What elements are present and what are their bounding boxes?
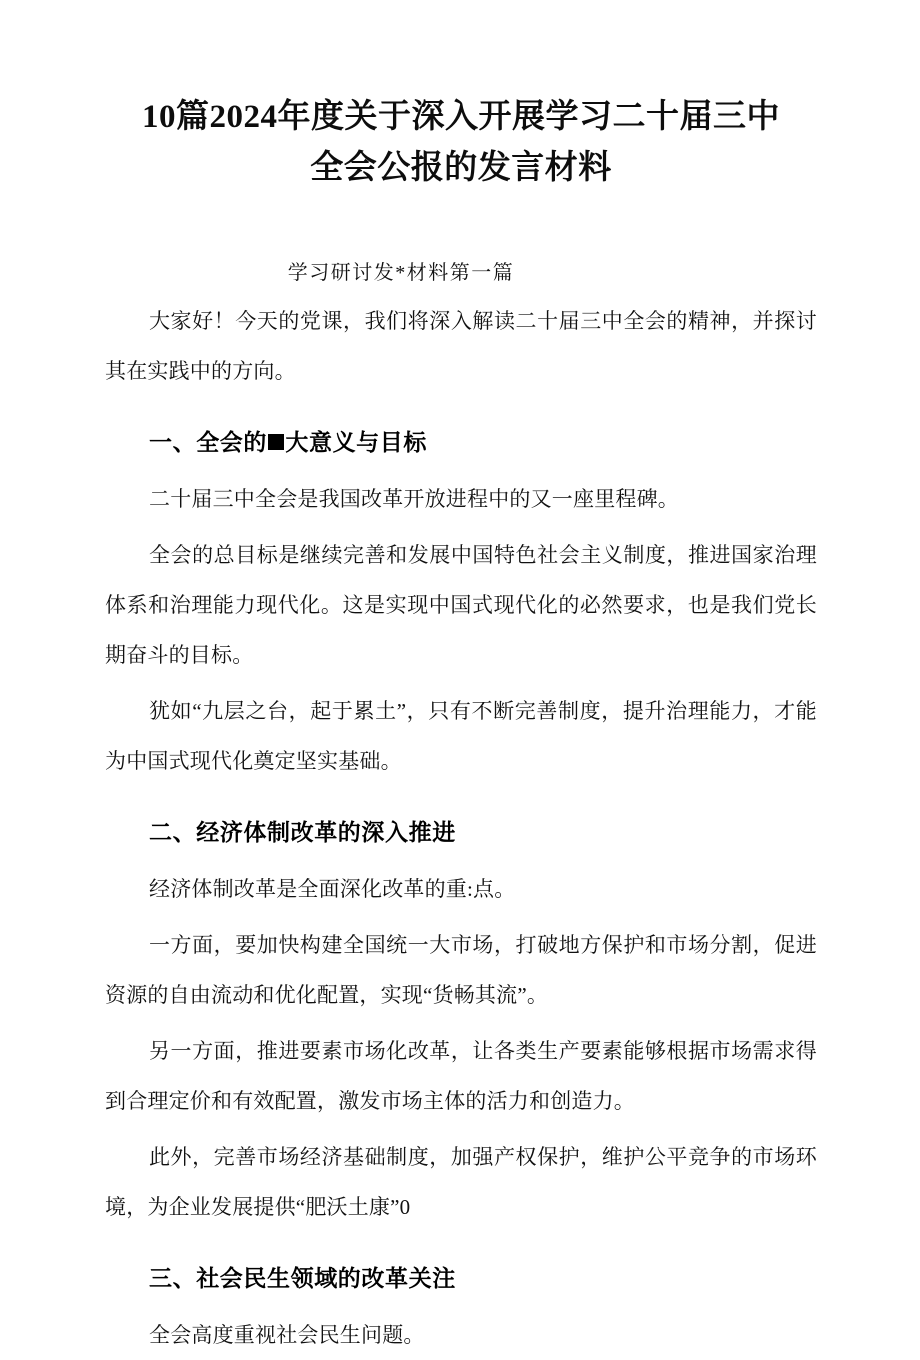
section-1-paragraph-2: 全会的总目标是继续完善和发展中国特色社会主义制度，推进国家治理体系和治理能力现代化。这是实现中国式现代化的必然要求，也是我们党长期奋斗的目标。 (105, 543, 817, 667)
opening-paragraph: 大家好！今天的党课，我们将深入解读二十届三中全会的精神，并探讨其在实践中的方向。 (105, 309, 817, 383)
section-1-paragraph-3: 犹如“九层之台，起于累土”，只有不断完善制度，提升治理能力，才能为中国式现代化奠定坚实基础。 (105, 699, 817, 773)
page-title: 10篇2024年度关于深入开展学习二十届三中全会公报的发言材料 (142, 99, 780, 186)
section-1-paragraph-1: 二十届三中全会是我国改革开放进程中的又一座里程碑。 (149, 487, 679, 511)
section-heading-1-text-before: 全会的 (196, 429, 268, 455)
section-2-paragraph-3: 另一方面，推进要素市场化改革，让各类生产要素能够根据市场需求得到合理定价和有效配置，激发市场主体的活力和创造力。 (105, 1039, 817, 1113)
section-2-paragraph-4: 此外，完善市场经济基础制度，加强产权保护，维护公平竞争的市场环境，为企业发展提供“肥沃土康”0 (105, 1145, 817, 1219)
section-heading-1-number: 一、 (149, 429, 197, 455)
document-body (105, 0, 817, 1360)
section-heading-3: 三、社会民生领域的改革关注 (149, 1265, 456, 1291)
document-subtitle: 学习研讨发*材料第一篇 (287, 262, 515, 284)
section-heading-1-text-after: 大意义与目标 (285, 429, 427, 455)
section-2-paragraph-2: 一方面，要加快构建全国统一大市场，打破地方保护和市场分割，促进资源的自由流动和优化配置，实现“货畅其流”。 (105, 933, 817, 1007)
section-heading-1 (105, 396, 817, 468)
section-heading-2: 二、经济体制改革的深入推进 (149, 819, 456, 845)
missing-glyph-icon (268, 434, 285, 451)
section-2-paragraph-1: 经济体制改革是全面深化改革的重:点。 (149, 877, 516, 901)
section-3-paragraph-1: 全会高度重视社会民生问题。 (149, 1323, 425, 1347)
